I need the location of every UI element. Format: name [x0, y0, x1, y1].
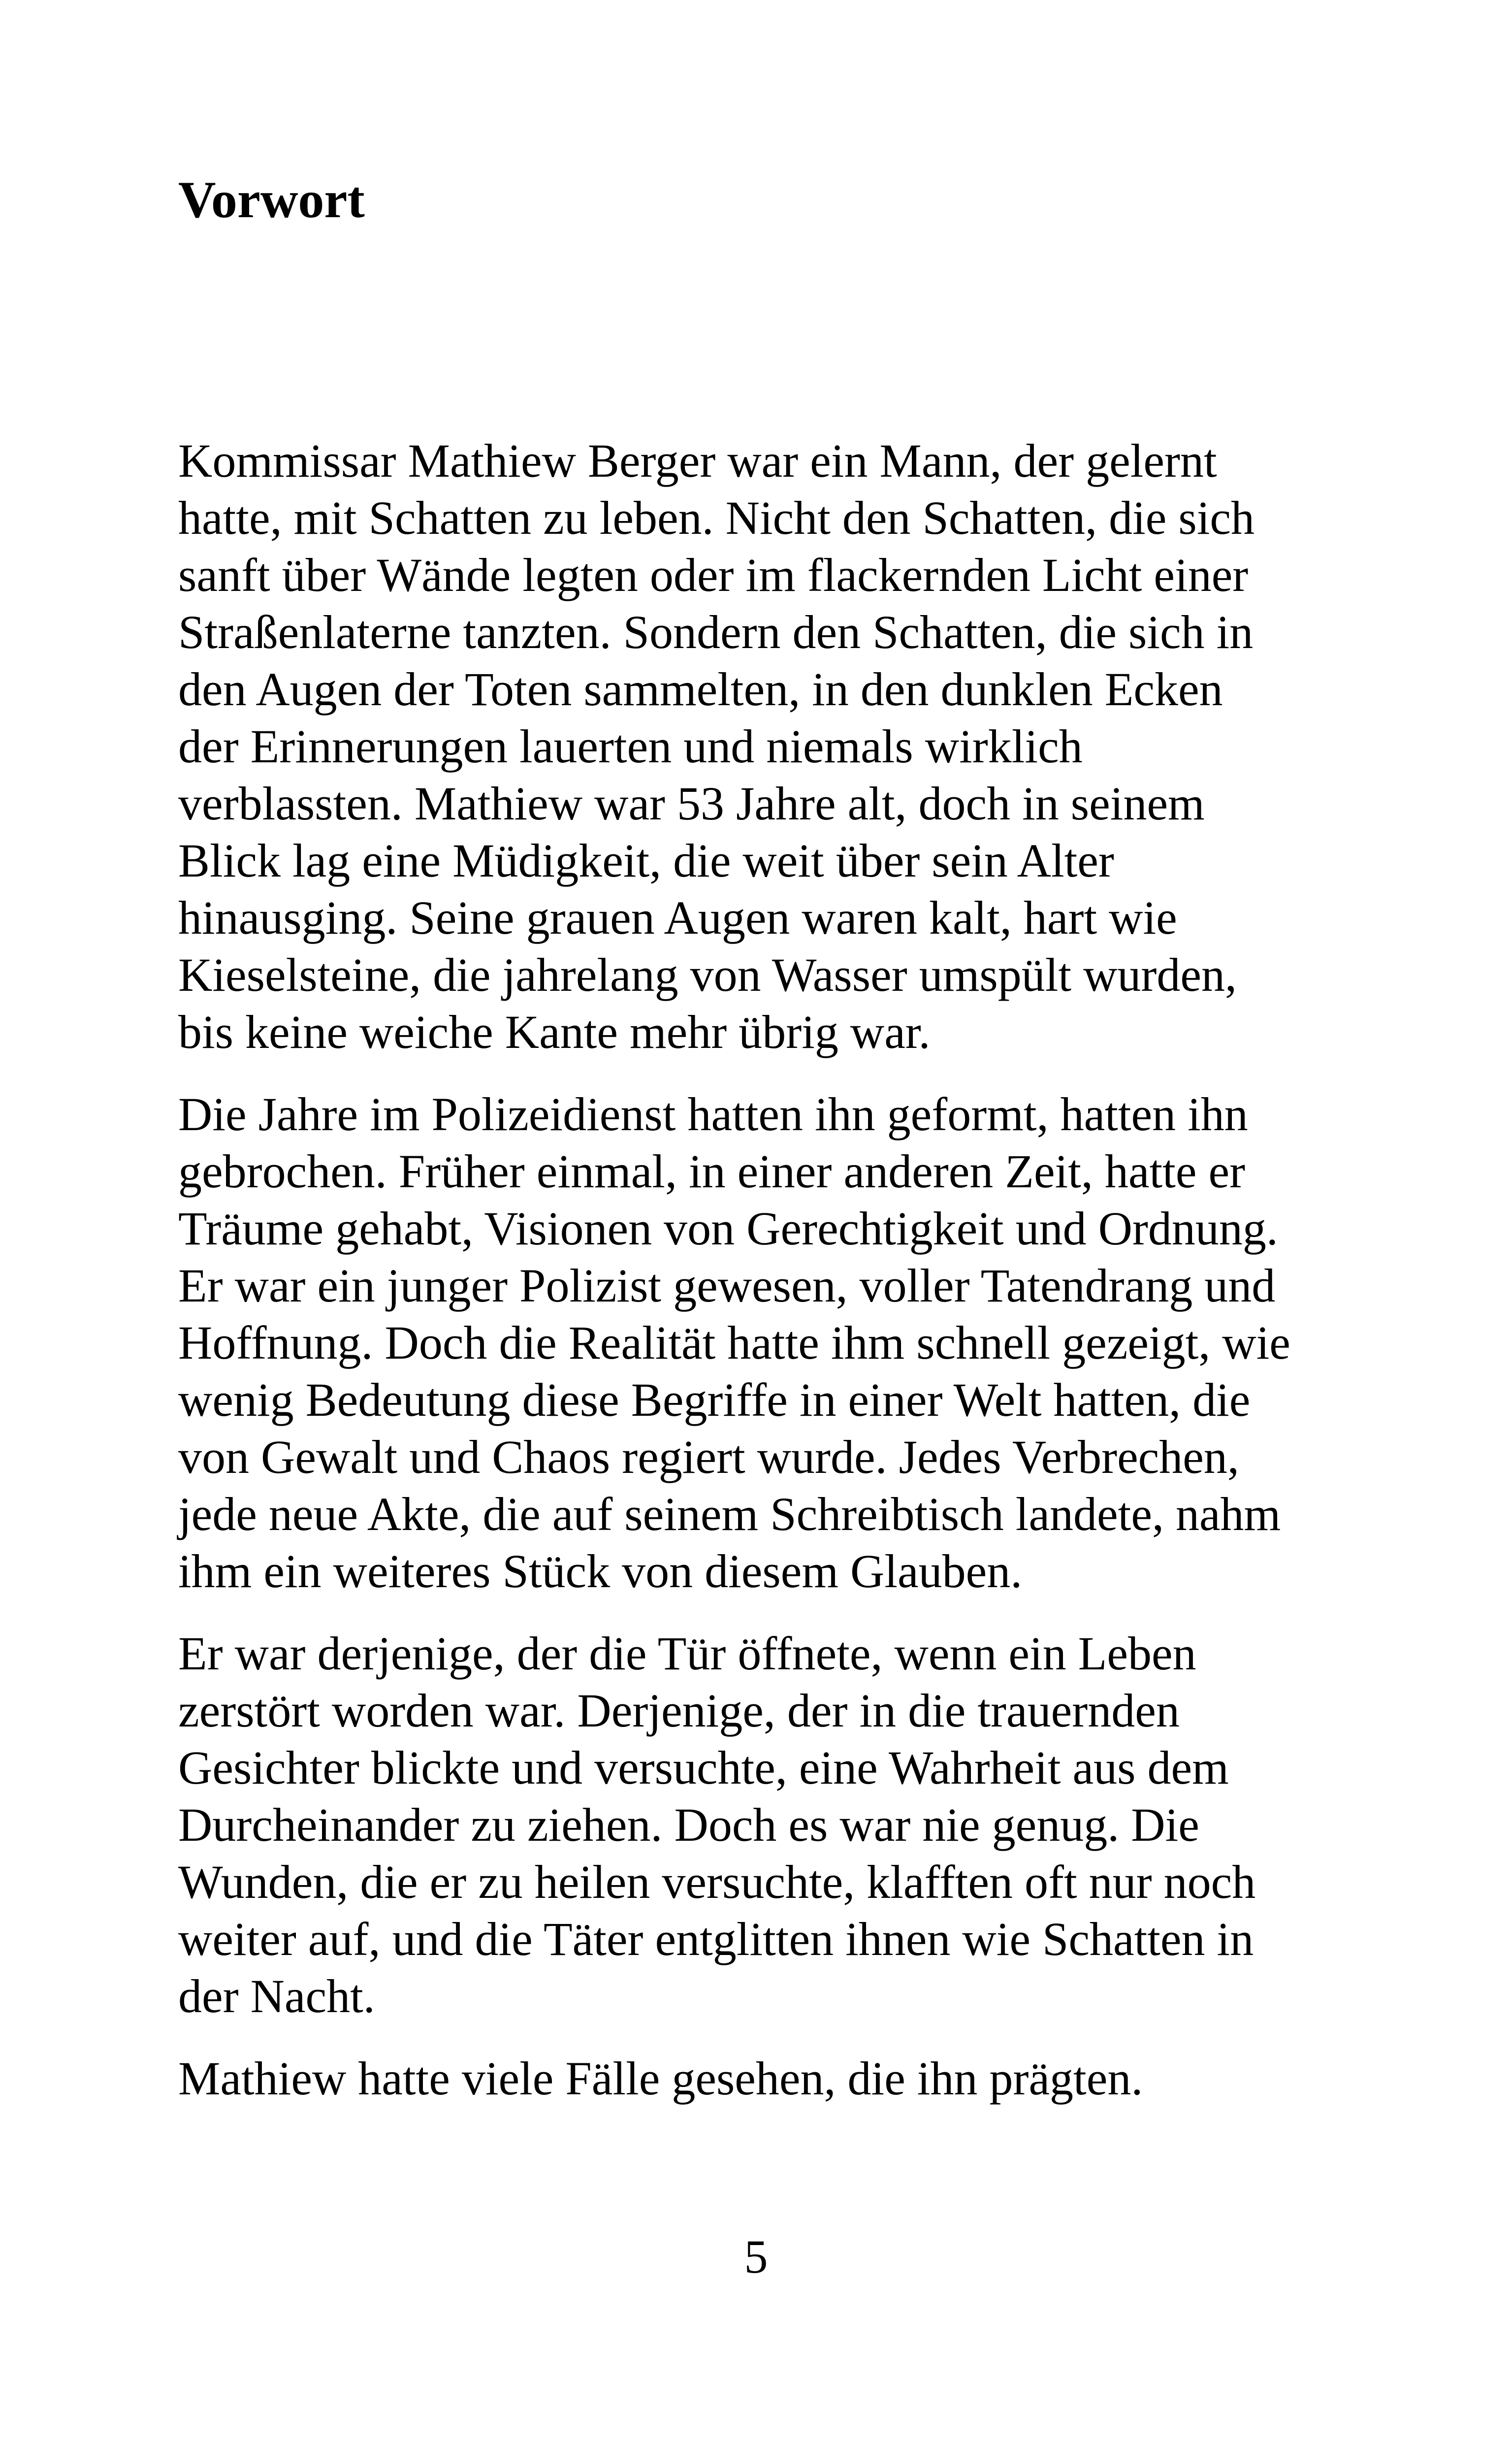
text-line: Gesichter blickte und versuchte, eine Wahrheit aus dem [178, 1741, 1229, 1794]
text-line: Er war ein junger Polizist gewesen, voller Tatendrang und [178, 1259, 1276, 1312]
text-line: der Erinnerungen lauerten und niemals wirklich [178, 720, 1083, 773]
text-line: gebrochen. Früher einmal, in einer anderen Zeit, hatte er [178, 1145, 1246, 1198]
text-line: jede neue Akte, die auf seinem Schreibtisch landete, nahm [178, 1488, 1281, 1540]
text-line: Träume gehabt, Visionen von Gerechtigkeit und Ordnung. [178, 1202, 1278, 1255]
text-line: Hoffnung. Doch die Realität hatte ihm schnell gezeigt, wie [178, 1316, 1290, 1369]
text-line: Die Jahre im Polizeidienst hatten ihn geformt, hatten ihn [178, 1088, 1248, 1140]
body-text [178, 432, 1360, 2132]
text-line: Kommissar Mathiew Berger war ein Mann, der gelernt [178, 434, 1217, 487]
text-line: ihm ein weiteres Stück von diesem Glauben. [178, 1545, 1023, 1597]
text-line: hinausging. Seine grauen Augen waren kalt, hart wie [178, 891, 1177, 944]
text-line: Straßenlaterne tanzten. Sondern den Schatten, die sich in [178, 606, 1254, 658]
text-line: Wunden, die er zu heilen versuchte, klafften oft nur noch [178, 1856, 1256, 1908]
text-line: weiter auf, und die Täter entglitten ihnen wie Schatten in [178, 1913, 1254, 1965]
text-line: der Nacht. [178, 1970, 375, 2022]
text-line: verblassten. Mathiew war 53 Jahre alt, doch in seinem [178, 777, 1205, 830]
text-line: von Gewalt und Chaos regiert wurde. Jedes Verbrechen, [178, 1431, 1239, 1483]
chapter-title: Vorwort [178, 171, 365, 228]
paragraph-3 [178, 1625, 1360, 2025]
text-line: sanft über Wände legten oder im flackernden Licht einer [178, 549, 1249, 601]
text-line: Durcheinander zu ziehen. Doch es war nie genug. Die [178, 1798, 1199, 1851]
paragraph-4 [178, 2050, 1360, 2107]
text-line: Kieselsteine, die jahrelang von Wasser umspült wurden, [178, 948, 1237, 1001]
text-line: Mathiew hatte viele Fälle gesehen, die ihn prägten. [178, 2052, 1143, 2105]
text-line: hatte, mit Schatten zu leben. Nicht den Schatten, die sich [178, 491, 1255, 544]
text-line: den Augen der Toten sammelten, in den dunklen Ecken [178, 663, 1223, 716]
text-line: wenig Bedeutung diese Begriffe in einer Welt hatten, die [178, 1373, 1251, 1426]
page-number: 5 [744, 2230, 768, 2283]
paragraph-2 [178, 1086, 1360, 1600]
text-line: Blick lag eine Müdigkeit, die weit über sein Alter [178, 834, 1114, 887]
text-line: zerstört worden war. Derjenige, der in die trauernden [178, 1684, 1180, 1737]
text-line: bis keine weiche Kante mehr übrig war. [178, 1006, 931, 1058]
text-line: Er war derjenige, der die Tür öffnete, wenn ein Leben [178, 1627, 1196, 1680]
paragraph-1 [178, 432, 1360, 1061]
